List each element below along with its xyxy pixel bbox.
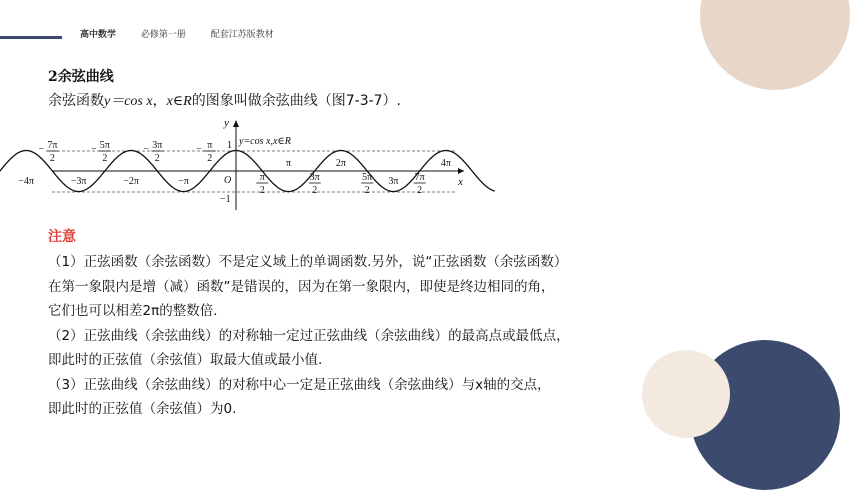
note-line: 在第一象限内是增（减）函数”是错误的，因为在第一象限内，即使是终边相同的角， [48,278,555,295]
tick-frac-minus: − [38,144,45,155]
header-accent-line [0,36,62,39]
intro-sentence [48,90,401,110]
note-line: 即此时的正弦值（余弦值）为0. [48,401,237,417]
note-line: 它们也可以相差2π的整数倍. [48,303,218,319]
intro-suffix: 的图象叫做余弦曲线（图7-3-7）. [191,93,402,109]
tick-frac-denominator: 2 [312,185,318,196]
tick-frac-numerator: 3π [152,140,163,151]
tick-label: 4π [440,158,451,169]
tick-frac-numerator: π [259,172,265,183]
origin-label: O [224,175,232,186]
note-title: 注意 [48,229,76,245]
tick-frac-numerator: 7π [414,172,425,183]
tick-label: −4π [18,176,34,187]
tick-frac-denominator: 2 [259,185,265,196]
tick-one: 1 [227,140,232,151]
y-axis-arrow [233,120,239,127]
page-header [80,27,296,40]
tick-frac-denominator: 2 [102,153,108,164]
tick-label: −2π [123,176,139,187]
x-axis-label: x [458,176,463,188]
function-label: y=cos x,x∈R [239,136,291,147]
tick-label: −π [178,176,189,187]
tick-frac-minus: − [143,144,150,155]
tick-frac-numerator: π [207,140,213,151]
note-line: （1）正弦函数（余弦函数）不是定义域上的单调函数.另外，说“正弦函数（余弦函数） [48,254,568,270]
tick-frac-denominator: 2 [49,153,55,164]
tick-label: π [285,158,292,169]
tick-frac-denominator: 2 [417,185,423,196]
note-line: （2）正弦曲线（余弦曲线）的对称轴一定过正弦曲线（余弦曲线）的最高点或最低点， [48,327,570,344]
tick-frac-minus: − [195,144,202,155]
tick-frac-numerator: 5π [362,172,373,183]
intro-prefix: 余弦函数 [48,93,104,109]
tick-frac-denominator: 2 [154,153,160,164]
tick-frac-minus: − [91,144,97,155]
tick-frac-denominator: 2 [207,153,213,164]
intro-formula: y＝cos x [104,94,153,109]
x-axis-arrow [458,168,464,174]
decor-circle-bottom-right-beige [642,350,730,438]
tick-frac-denominator: 2 [364,185,370,196]
decor-circle-top-right [700,0,850,90]
tick-label: −3π [70,176,87,187]
tick-frac-numerator: 5π [99,140,110,151]
intro-domain: x∈R [166,94,192,109]
note-line: （3）正弦曲线（余弦曲线）的对称中心一定是正弦曲线（余弦曲线）与x轴的交点， [48,376,551,393]
intro-separator: ， [152,93,167,109]
tick-label: 2π [335,158,346,169]
tick-neg-one: −1 [220,194,231,205]
y-axis-label: y [224,117,229,129]
note-line: 即此时的正弦值（余弦值）取最大值或最小值. [48,352,323,368]
tick-frac-numerator: 3π [309,172,320,183]
section-title: 2余弦曲线 [48,69,114,85]
header-subject: 高中数学 [80,30,117,40]
header-book: 必修第一册 [140,30,186,40]
tick-frac-numerator: 7π [47,140,58,151]
cosine-curve-graph [18,114,474,214]
tick-label: 3π [388,176,399,187]
header-edition: 配套江苏版教材 [210,30,274,40]
